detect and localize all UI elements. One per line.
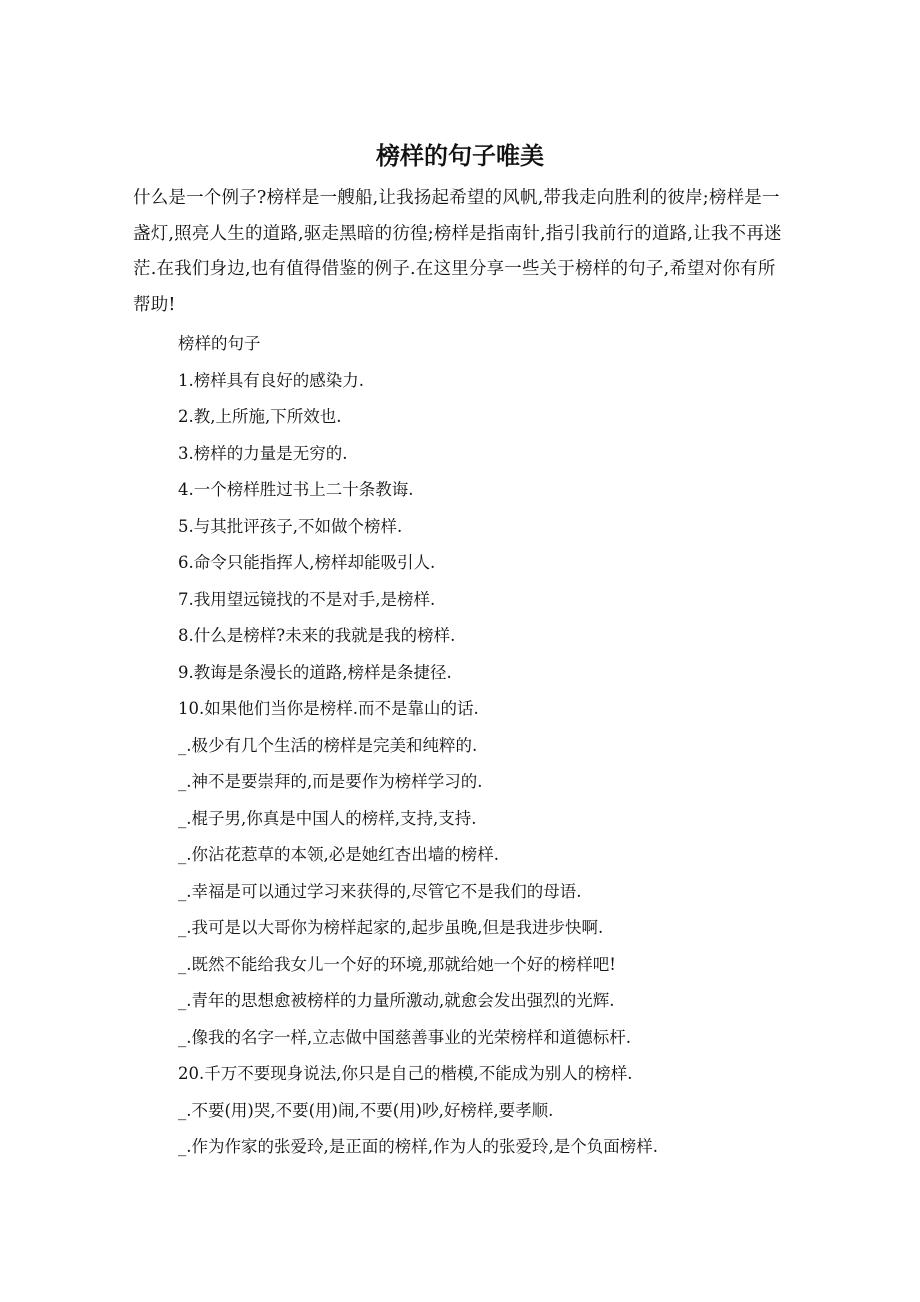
list-item: _.幸福是可以通过学习来获得的,尽管它不是我们的母语. bbox=[178, 881, 582, 901]
list-item: _.既然不能给我女儿一个好的环境,那就给她一个好的榜样吧! bbox=[178, 954, 616, 974]
list-item: _.不要(用)哭,不要(用)闹,不要(用)吵,好榜样,要孝顺. bbox=[178, 1100, 554, 1120]
list-item: 20.千万不要现身说法,你只是自己的楷模,不能成为别人的榜样. bbox=[178, 1064, 633, 1083]
list-item: _.作为作家的张爱玲,是正面的榜样,作为人的张爱玲,是个负面榜样. bbox=[178, 1137, 658, 1156]
list-item: 5.与其批评孩子,不如做个榜样. bbox=[178, 516, 403, 536]
list-item: _.神不是要崇拜的,而是要作为榜样学习的. bbox=[178, 772, 483, 791]
list-item: 2.教,上所施,下所效也. bbox=[178, 407, 342, 426]
list-item: _.像我的名字一样,立志做中国慈善事业的光荣榜样和道德标杆. bbox=[178, 1027, 631, 1047]
list-item: 4.一个榜样胜过书上二十条教诲. bbox=[178, 480, 414, 499]
list-item: 1.榜样具有良好的感染力. bbox=[178, 370, 364, 390]
list-item: 6.命令只能指挥人,榜样却能吸引人. bbox=[178, 553, 436, 572]
list-item: 7.我用望远镜找的不是对手,是榜样. bbox=[178, 589, 436, 609]
list-item: _.极少有几个生活的榜样是完美和纯粹的. bbox=[178, 735, 478, 755]
list-item: _.我可是以大哥你为榜样起家的,起步虽晚,但是我进步快啊. bbox=[178, 918, 604, 937]
section-heading: 榜样的句子 bbox=[178, 334, 261, 353]
list-item: _.棍子男,你真是中国人的榜样,支持,支持. bbox=[178, 808, 477, 828]
list-item: 8.什么是榜样?未来的我就是我的榜样. bbox=[178, 626, 456, 645]
list-item: 3.榜样的力量是无穷的. bbox=[178, 443, 348, 463]
list-item: 10.如果他们当你是榜样.而不是靠山的话. bbox=[178, 699, 479, 718]
list-item: 9.教诲是条漫长的道路,榜样是条捷径. bbox=[178, 662, 452, 682]
list-item: _.你沾花惹草的本领,必是她红杏出墙的榜样. bbox=[178, 845, 499, 864]
list-item: _.青年的思想愈被榜样的力量所激动,就愈会发出强烈的光辉. bbox=[178, 991, 615, 1010]
intro-paragraph: 什么是一个例子?榜样是一艘船,让我扬起希望的风帆,带我走向胜利的彼岸;榜样是一盏灯,照亮人生的道路,驱走黑暗的彷徨;榜样是指南针,指引我前行的道路,让我不再迷茫.在我们身边,也有值得借鉴的例子.在这里分享一些关于榜样的句子,希望对你有所帮助! bbox=[133, 188, 782, 315]
document-title: 榜样的句子唯美 bbox=[376, 142, 544, 170]
sentence-list bbox=[178, 326, 798, 1166]
